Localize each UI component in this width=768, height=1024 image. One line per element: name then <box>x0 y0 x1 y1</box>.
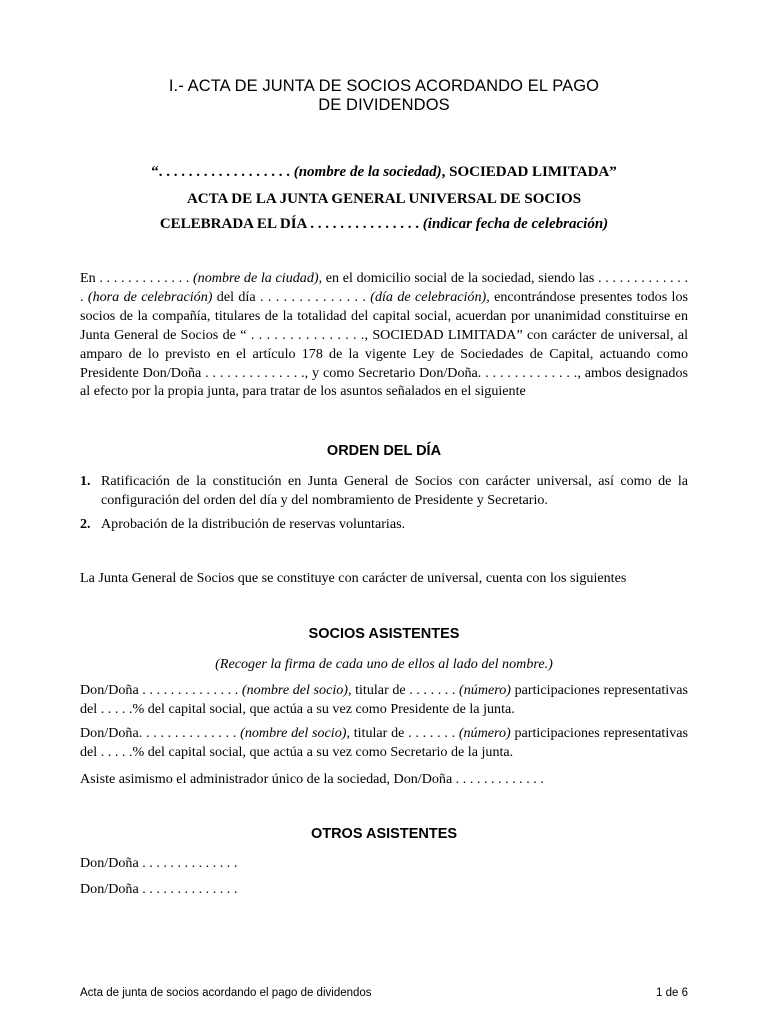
intro-hint-day: (día de celebración) <box>370 288 487 305</box>
orden-item-1 <box>80 472 688 510</box>
socio-titular: , titular de . . . . . . . <box>346 725 459 741</box>
company-hint: (nombre de la sociedad) <box>293 164 442 180</box>
junta-paragraph: La Junta General de Socios que se constituye con carácter de universal, cuenta con los siguientes <box>80 570 627 586</box>
orden-heading: ORDEN DEL DÍA <box>326 443 442 459</box>
orden-item-text: Aprobación de la distribución de reservas voluntarias. <box>101 516 406 532</box>
title-line-1: I.- ACTA DE JUNTA DE SOCIOS ACORDANDO EL PAGO <box>168 77 600 95</box>
intro-part-1: En . . . . . . . . . . . . . <box>80 270 193 286</box>
socio-number-hint: (número) <box>459 682 511 698</box>
title-line-2: DE DIVIDENDOS <box>318 96 450 114</box>
orden-item-2 <box>80 515 688 534</box>
intro-hint-hour: (hora de celebración) <box>87 288 213 305</box>
intro-part-4: , encontrándose presentes todos los socios de la compañía, titulares de la totalidad del capital social, acuerdan por unanimidad constituirse en Junta General de Socios de “ . . . . . . . . . . . . . . ., SOCIEDAD LIMITADA” con carácter de universal, al amparo de lo previsto en el artículo 178 de la vigente Ley de Sociedades de Capital, actuando como Presidente Don/Doña . . . . . . . . . . . . . ., y como Secretario Don/Doña. . . . . . . . . . . . . ., ambos designados al efecto por la propia junta, para tratar de los asuntos señalados en el siguiente <box>80 288 688 400</box>
footer-document-name: Acta de junta de socios acordando el pago de dividendos <box>80 987 372 999</box>
socio-detail: participaciones representativas del . . . . .% del capital social, que actúa a su vez como Presidente de la junta. <box>80 682 688 717</box>
socio-secretario-entry <box>80 724 688 762</box>
intro-paragraph <box>80 269 688 401</box>
socio-label: Don/Doña. . . . . . . . . . . . . . <box>80 725 241 741</box>
intro-part-3: del día . . . . . . . . . . . . . . <box>212 288 371 305</box>
footer-page-number: 1 de 6 <box>656 987 688 999</box>
socio-label: Don/Doña . . . . . . . . . . . . . . <box>80 682 242 698</box>
date-line <box>80 215 688 233</box>
company-name-line <box>80 163 688 181</box>
date-text: CELEBRADA EL DÍA . . . . . . . . . . . . . . . <box>159 216 423 232</box>
socios-note: (Recoger la firma de cada uno de ellos al lado del nombre.) <box>215 656 553 672</box>
company-suffix: , SOCIEDAD LIMITADA” <box>441 164 617 180</box>
document-title <box>80 77 688 115</box>
otro-asistente-1: Don/Doña . . . . . . . . . . . . . . <box>80 855 238 871</box>
socio-number-hint: (número) <box>458 725 511 741</box>
socios-heading: SOCIOS ASISTENTES <box>308 626 460 642</box>
socio-presidente-entry <box>80 681 688 719</box>
otro-asistente-2: Don/Doña . . . . . . . . . . . . . . <box>80 881 238 897</box>
otros-heading: OTROS ASISTENTES <box>310 826 458 842</box>
admin-line: Asiste asimismo el administrador único de la sociedad, Don/Doña . . . . . . . . . . . . . <box>80 771 544 787</box>
socio-name-hint: (nombre del socio) <box>241 682 348 698</box>
socio-name-hint: (nombre del socio) <box>240 725 347 741</box>
acta-title: ACTA DE LA JUNTA GENERAL UNIVERSAL DE SOCIOS <box>186 191 582 207</box>
orden-item-text: Ratificación de la constitución en Junta General de Socios con carácter universal, así como de la configuración del orden del día y del nombramiento de Presidente y Secretario. <box>101 473 688 508</box>
orden-item-number: 2. <box>80 516 91 532</box>
date-hint: (indicar fecha de celebración) <box>422 216 609 232</box>
orden-item-number: 1. <box>80 473 91 489</box>
socio-titular: , titular de . . . . . . . <box>347 682 460 698</box>
intro-part-2: , en el domicilio social de la sociedad, siendo las . . . . . . . . . . . . . . <box>80 270 688 305</box>
socio-detail: participaciones representativas del . . . . .% del capital social, que actúa a su vez como Secretario de la junta. <box>80 725 689 760</box>
intro-hint-city: (nombre de la ciudad) <box>192 270 319 286</box>
company-dots: “. . . . . . . . . . . . . . . . . . <box>151 164 294 180</box>
